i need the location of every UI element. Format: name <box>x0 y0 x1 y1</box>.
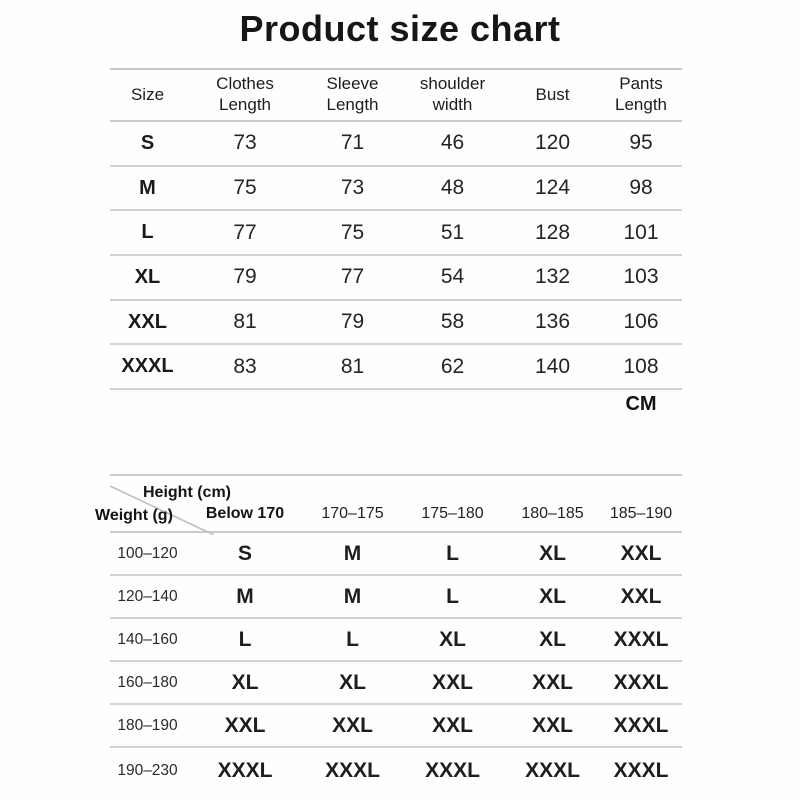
column-header-shoulder-width: shoulder width <box>419 74 486 114</box>
measurement-cell: 83 <box>233 354 257 378</box>
measurement-cell: 75 <box>340 220 365 244</box>
row-header-size: L <box>141 221 154 244</box>
measurement-cell: 124 <box>534 176 571 200</box>
measurement-cell: 95 <box>629 131 653 155</box>
size-cell: XL <box>231 670 259 694</box>
column-header-size: Size <box>130 84 165 104</box>
size-cell: XXXL <box>525 758 580 782</box>
fit-table-header-row <box>95 474 682 533</box>
size-cell: L <box>446 541 459 565</box>
size-cell: XXL <box>620 541 662 565</box>
size-cell: S <box>237 541 252 565</box>
table-row <box>110 705 682 748</box>
height-weight-table <box>95 474 682 793</box>
row-header-weight: 160–180 <box>117 673 178 691</box>
column-header-below-170: Below 170 <box>205 505 285 522</box>
size-cell: XXL <box>532 670 573 694</box>
column-header-170-175: 170–175 <box>321 505 384 522</box>
measurement-cell: 77 <box>340 265 365 289</box>
size-cell: XXXL <box>613 670 669 694</box>
size-cell: M <box>343 584 362 608</box>
measurement-cell: 54 <box>440 265 465 289</box>
size-cell: L <box>238 627 252 651</box>
column-header-180-185: 180–185 <box>521 505 584 522</box>
size-cell: XL <box>539 584 566 608</box>
measurement-cell: 75 <box>233 176 257 200</box>
size-cell: XXL <box>432 713 473 737</box>
measurement-cell: 101 <box>623 220 659 244</box>
measurement-cell: 132 <box>534 265 571 289</box>
measurement-cell: 77 <box>233 220 257 244</box>
size-cell: XXXL <box>217 758 273 782</box>
size-cell: XXL <box>432 670 473 694</box>
measurement-cell: 81 <box>340 354 365 378</box>
table-row <box>110 256 682 301</box>
measurement-cell: 136 <box>534 310 571 334</box>
measurement-cell: 98 <box>629 176 653 200</box>
column-header-bust: Bust <box>535 84 570 104</box>
measurement-cell: 140 <box>534 354 571 378</box>
row-header-size: XL <box>134 265 161 288</box>
measurement-cell: 46 <box>440 131 465 155</box>
size-cell: XXXL <box>613 713 669 737</box>
measurement-cell: 120 <box>534 131 571 155</box>
unit-label: CM <box>625 393 657 416</box>
row-header-size: XXL <box>128 310 167 333</box>
row-header-size: S <box>140 131 155 154</box>
page-title: Product size chart <box>239 8 561 49</box>
measurement-cell: 73 <box>233 131 257 155</box>
size-cell: L <box>346 627 359 651</box>
row-header-weight: 120–140 <box>117 587 178 605</box>
size-cell: XXL <box>532 713 573 737</box>
table-row <box>110 167 682 212</box>
size-cell: XL <box>439 627 466 651</box>
row-header-weight: 100–120 <box>117 544 178 562</box>
measurement-cell: 71 <box>340 131 365 155</box>
table-row <box>110 211 682 256</box>
unit-row <box>110 391 682 418</box>
size-cell: XXXL <box>613 627 669 651</box>
size-cell: L <box>446 584 459 608</box>
measurement-cell: 48 <box>440 176 465 200</box>
table-row <box>110 576 682 619</box>
measurement-cell: 103 <box>623 265 659 289</box>
measurement-cell: 62 <box>440 354 465 378</box>
size-table-header-row <box>110 68 682 122</box>
table-row <box>110 748 682 793</box>
size-cell: XXXL <box>613 758 669 782</box>
measurement-cell: 81 <box>233 310 257 334</box>
size-cell: XL <box>539 541 566 565</box>
measurement-cell: 106 <box>623 310 659 334</box>
size-cell: XXL <box>224 713 266 737</box>
measurement-cell: 58 <box>440 310 465 334</box>
column-header-175-180: 175–180 <box>421 505 484 522</box>
size-table <box>110 68 682 418</box>
row-header-weight: 180–190 <box>117 716 178 734</box>
table-row <box>110 122 682 167</box>
size-cell: XXXL <box>325 758 380 782</box>
size-cell: M <box>236 584 254 608</box>
size-cell: XXL <box>332 713 373 737</box>
corner-weight-label: Weight (g) <box>95 507 173 524</box>
column-header-clothes-length: Clothes Length <box>216 74 274 114</box>
table-row <box>110 345 682 390</box>
corner-height-label: Height (cm) <box>143 484 231 501</box>
measurement-cell: 79 <box>340 310 365 334</box>
column-header-pants-length: Pants Length <box>615 74 667 114</box>
column-header-185-190: 185–190 <box>609 505 673 522</box>
size-cell: M <box>343 541 362 565</box>
size-cell: XXL <box>620 584 662 608</box>
size-cell: XL <box>539 627 566 651</box>
measurement-cell: 73 <box>340 176 365 200</box>
size-cell: XXXL <box>425 758 480 782</box>
row-header-size: M <box>139 176 156 199</box>
size-cell: XL <box>339 670 366 694</box>
table-row <box>110 533 682 576</box>
measurement-cell: 108 <box>623 354 659 378</box>
table-row <box>110 662 682 705</box>
measurement-cell: 79 <box>233 265 257 289</box>
table-row <box>110 301 682 346</box>
column-header-sleeve-length: Sleeve Length <box>326 74 379 114</box>
row-header-weight: 190–230 <box>117 761 178 779</box>
row-header-size: XXXL <box>121 355 174 378</box>
table-row <box>110 619 682 662</box>
corner-cell <box>95 484 231 531</box>
row-header-weight: 140–160 <box>117 630 178 648</box>
measurement-cell: 51 <box>440 220 465 244</box>
measurement-cell: 128 <box>534 220 571 244</box>
